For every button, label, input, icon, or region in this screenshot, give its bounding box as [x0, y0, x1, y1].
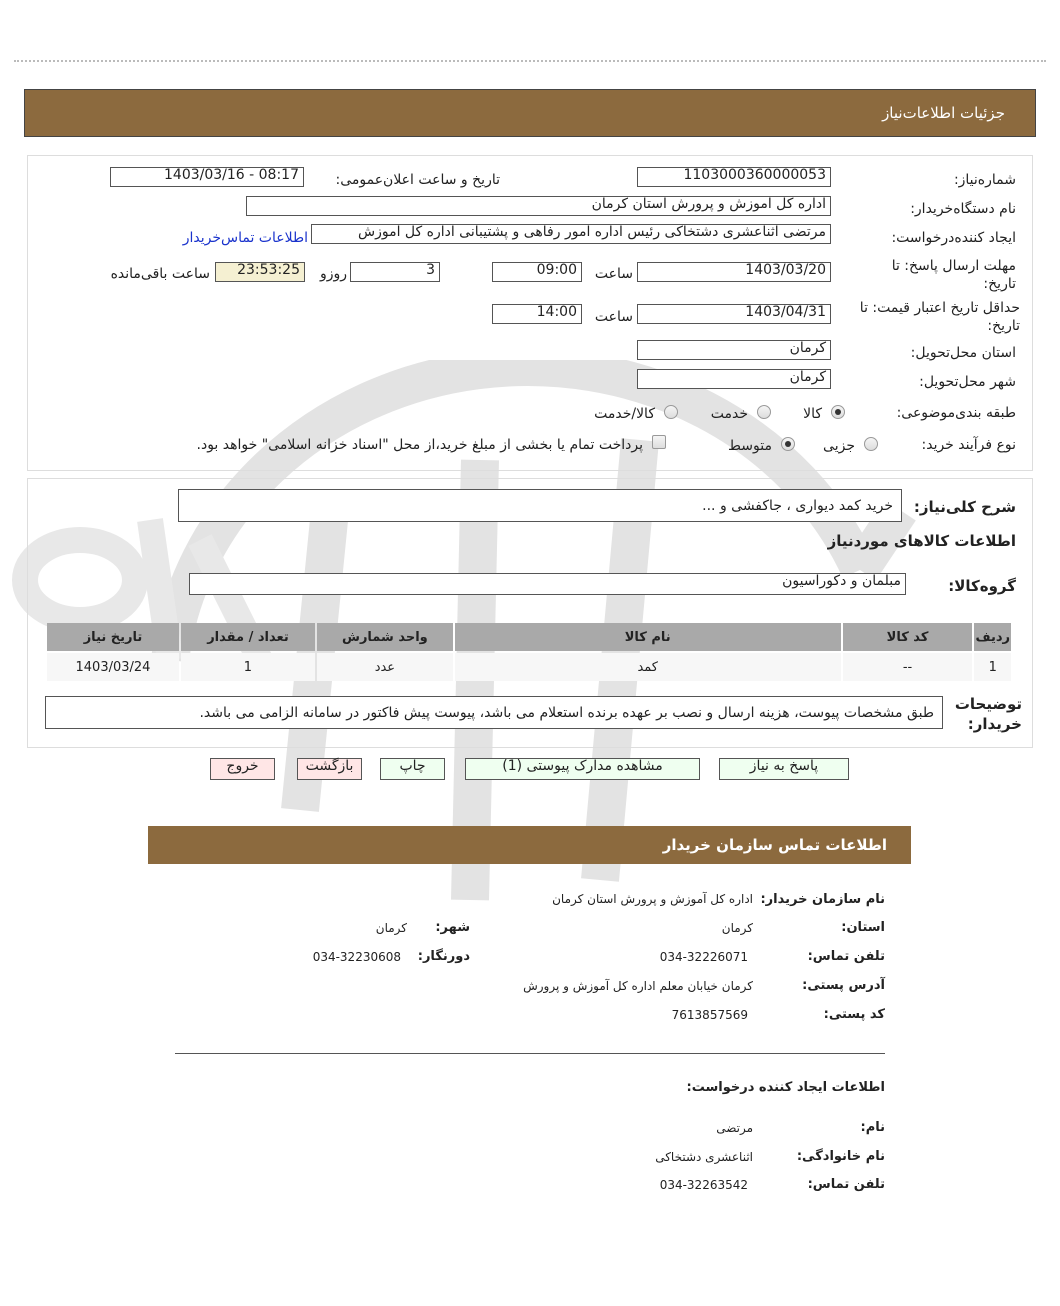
- buyer-notes-field[interactable]: طبق مشخصات پیوست، هزینه ارسال و نصب بر عهده برنده استعلام می باشد، پیوست پیش فاکتور در سامانه الزامی می باشد.: [45, 696, 943, 729]
- cell-name: کمد: [455, 653, 841, 681]
- page-title: جزئیات اطلاعات‌نیاز: [882, 104, 1005, 122]
- back-button[interactable]: بازگشت: [297, 758, 362, 780]
- days-label: روزو: [319, 266, 347, 282]
- creator-family-value: اثناعشری دشتخاکی: [655, 1150, 753, 1164]
- contact-fax-value: 034-32230608: [312, 950, 401, 964]
- cell-date: 1403/03/24: [47, 653, 179, 681]
- contact-fax-label: دورنگار:: [417, 949, 470, 964]
- category-service-radio[interactable]: [757, 405, 771, 419]
- province-label: استان محل‌تحویل:: [910, 345, 1016, 361]
- print-button[interactable]: چاپ: [380, 758, 445, 780]
- process-medium-radio[interactable]: [781, 437, 795, 451]
- contact-postal-value: 7613857569: [671, 1008, 748, 1022]
- summary-label: شرح کلی‌نیاز:: [913, 498, 1016, 516]
- creator-info-title: اطلاعات ایجاد کننده درخواست:: [686, 1080, 885, 1095]
- contact-divider: [175, 1053, 885, 1054]
- contact-postal-label: کد پستی:: [823, 1007, 885, 1022]
- creator-phone-value: 034-32263542: [659, 1178, 748, 1192]
- summary-field[interactable]: خرید کمد دیواری ، جاکفشی و ...: [178, 489, 902, 522]
- contact-address-label: آدرس پستی:: [802, 978, 885, 993]
- contact-province-value: کرمان: [721, 921, 753, 935]
- col-code-header: کد کالا: [843, 623, 973, 651]
- cell-qty: 1: [181, 653, 315, 681]
- treasury-payment-checkbox[interactable]: [652, 435, 666, 449]
- reply-to-need-button[interactable]: پاسخ به نیاز: [719, 758, 849, 780]
- category-goods-service-label: کالا/خدمت: [594, 406, 655, 422]
- table-row: [47, 653, 1011, 681]
- creator-name-label: نام:: [860, 1120, 885, 1135]
- contact-org-value: اداره کل آموزش و پرورش استان کرمان: [552, 892, 753, 906]
- validity-label-text: حداقل تاریخ اعتبار قیمت: تا تاریخ:: [859, 300, 1020, 334]
- announce-label: تاریخ و ساعت اعلان‌عمومی:: [335, 172, 500, 188]
- validity-label: [830, 299, 1020, 335]
- province-field[interactable]: کرمان: [637, 340, 831, 360]
- page-header: [24, 89, 1036, 137]
- contact-phone-value: 034-32226071: [659, 950, 748, 964]
- process-minor-label: جزیی: [823, 438, 855, 454]
- deadline-date-field[interactable]: 1403/03/20: [637, 262, 831, 282]
- goods-table: [45, 621, 1013, 683]
- contact-address-value: کرمان خیابان معلم اداره کل آموزش و پرورش: [523, 979, 753, 993]
- contact-province-label: استان:: [841, 920, 885, 935]
- deadline-hour-label: ساعت: [594, 266, 633, 282]
- buyer-org-label: نام دستگاه‌خریدار:: [910, 201, 1016, 217]
- col-row-header: ردیف: [974, 623, 1011, 651]
- contact-city-value: کرمان: [375, 921, 407, 935]
- need-number-label: شماره‌نیاز:: [953, 172, 1016, 188]
- treasury-payment-note: پرداخت تمام یا بخشی از مبلغ خرید،از محل "اسناد خزانه اسلامی" خواهد بود.: [196, 437, 643, 453]
- goods-group-label: گروه‌کالا:: [948, 577, 1016, 595]
- category-goods-label: کالا: [803, 406, 822, 422]
- cell-row: 1: [974, 653, 1011, 681]
- buyer-notes-label: [954, 694, 1022, 734]
- creator-family-label: نام خانوادگی:: [796, 1149, 885, 1164]
- deadline-label-text: مهلت ارسال پاسخ: تا تاریخ:: [891, 258, 1016, 292]
- category-goods-radio[interactable]: [831, 405, 845, 419]
- remaining-label: ساعت باقی‌مانده: [110, 266, 210, 282]
- buyer-org-field[interactable]: اداره کل آموزش و پرورش استان کرمان: [246, 196, 831, 216]
- view-attachments-button[interactable]: مشاهده مدارک پیوستی (1): [465, 758, 700, 780]
- col-name-header: نام کالا: [455, 623, 841, 651]
- deadline-time-field[interactable]: 09:00: [492, 262, 582, 282]
- contact-title: اطلاعات تماس سازمان خریدار: [662, 836, 887, 854]
- validity-time-field[interactable]: 14:00: [492, 304, 582, 324]
- category-label: طبقه بندی‌موضوعی:: [896, 405, 1016, 421]
- exit-button[interactable]: خروج: [210, 758, 275, 780]
- buyer-notes-label-text: توضیحات خریدار:: [954, 695, 1022, 733]
- creator-phone-label: تلفن تماس:: [807, 1177, 885, 1192]
- remaining-time-field: 23:53:25: [215, 262, 305, 282]
- city-label: شهر محل‌تحویل:: [919, 374, 1016, 390]
- category-service-label: خدمت: [710, 406, 748, 422]
- cell-code: --: [843, 653, 973, 681]
- days-field[interactable]: 3: [350, 262, 440, 282]
- top-dotted-separator: [14, 60, 1046, 62]
- col-date-header: تاریخ نیاز: [47, 623, 179, 651]
- goods-group-field[interactable]: مبلمان و دکوراسیون: [189, 573, 906, 595]
- process-label: نوع فرآیند خرید:: [921, 437, 1016, 453]
- contact-org-label: نام سازمان خریدار:: [760, 892, 885, 907]
- deadline-label: [856, 257, 1016, 293]
- announce-field[interactable]: 1403/03/16 - 08:17: [110, 167, 304, 187]
- creator-field[interactable]: مرتضی اثناعشری دشتخاکی رئیس اداره امور رفاهی و پشتیبانی اداره کل آموزش: [311, 224, 831, 244]
- col-qty-header: تعداد / مقدار: [181, 623, 315, 651]
- need-number-field[interactable]: 1103000360000053: [637, 167, 831, 187]
- city-field[interactable]: کرمان: [637, 369, 831, 389]
- contact-header: [148, 826, 911, 864]
- creator-label: ایجاد کننده‌درخواست:: [891, 230, 1016, 246]
- col-unit-header: واحد شمارش: [317, 623, 453, 651]
- contact-city-label: شهر:: [435, 920, 470, 935]
- creator-name-value: مرتضی: [716, 1121, 753, 1135]
- contact-phone-label: تلفن تماس:: [807, 949, 885, 964]
- goods-table-header-row: [47, 623, 1011, 651]
- process-medium-label: متوسط: [728, 438, 772, 454]
- validity-hour-label: ساعت: [594, 309, 633, 325]
- validity-date-field[interactable]: 1403/04/31: [637, 304, 831, 324]
- contact-buyer-link[interactable]: اطلاعات تماس‌خریدار: [182, 230, 308, 246]
- category-goods-service-radio[interactable]: [664, 405, 678, 419]
- process-minor-radio[interactable]: [864, 437, 878, 451]
- goods-info-title: اطلاعات کالاهای موردنیاز: [827, 532, 1016, 550]
- cell-unit: عدد: [317, 653, 453, 681]
